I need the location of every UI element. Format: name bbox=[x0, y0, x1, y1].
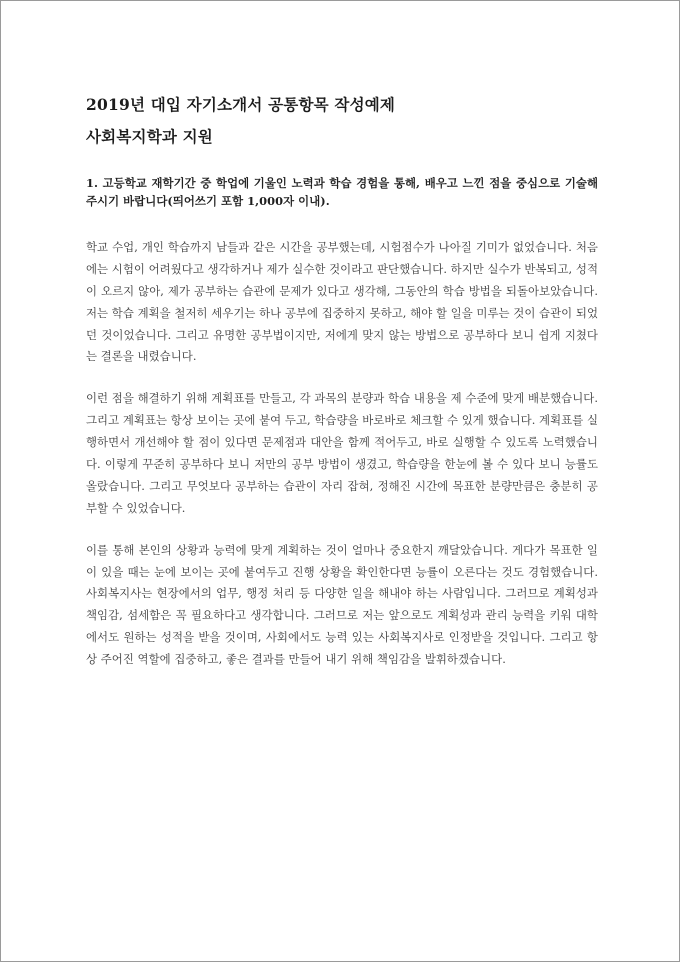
body-paragraph-2: 이런 점을 해결하기 위해 계획표를 만들고, 각 과목의 분량과 학습 내용을 제 수준에 맞게 배분했습니다. 그리고 계획표는 항상 보이는 곳에 붙여 두고, 학습량을 바로바로 체크할 수 있게 했습니다. 계획표를 실행하면서 개선해야 할 점이 있다면 문제점과 대안을 함께 적어두고, 바로 실행할 수 있도록 노력했습니다. 이렇게 꾸준히 공부하다 보니 저만의 공부 방법이 생겼고, 학습량을 한눈에 볼 수 있다 보니 능률도 올랐습니다. 그리고 무엇보다 공부하는 습관이 자리 잡혀, 정해진 시간에 목표한 분량만큼은 충분히 공부할 수 있었습니다. bbox=[86, 391, 598, 515]
document-content-area bbox=[86, 97, 598, 671]
page-title: 2019년 대입 자기소개서 공통항목 작성예제 bbox=[86, 95, 396, 114]
body-paragraph-1: 학교 수업, 개인 학습까지 남들과 같은 시간을 공부했는데, 시험점수가 나아질 기미가 없었습니다. 처음에는 시험이 어려웠다고 생각하거나 제가 실수한 것이라고 판단했습니다. 하지만 실수가 반복되고, 성적이 오르지 않아, 제가 공부하는 습관에 문제가 있다고 생각해, 그동안의 학습 방법을 되돌아보았습니다. 저는 학습 계획을 철저히 세우기는 하나 공부에 집중하지 못하고, 해야 할 일을 미루는 것이 습관이 되었던 것이었습니다. 그리고 유명한 공부법이지만, 저에게 맞지 않는 방법으로 공부하다 보니 쉽게 지쳤다는 결론을 내렸습니다. bbox=[86, 239, 598, 364]
page-subtitle: 사회복지학과 지원 bbox=[86, 126, 213, 146]
question-prompt: 1. 고등학교 재학기간 중 학업에 기울인 노력과 학습 경험을 통해, 배우고 느낀 점을 중심으로 기술해 주시기 바랍니다(띄어쓰기 포함 1,000자 이내). bbox=[86, 176, 598, 209]
body-paragraph-3: 이를 통해 본인의 상황과 능력에 맞게 계획하는 것이 얼마나 중요한지 깨달았습니다. 게다가 목표한 일이 있을 때는 눈에 보이는 곳에 붙여두고 진행 상황을 확인한다면 능률이 오른다는 것도 경험했습니다. 사회복지사는 현장에서의 업무, 행정 처리 등 다양한 일을 해내야 하는 사람입니다. 그러므로 계획성과 책임감, 섬세함은 꼭 필요하다고 생각합니다. 그러므로 저는 앞으로도 계획성과 관리 능력을 키워 대학에서도 원하는 성적을 받을 것이며, 사회에서도 능력 있는 사회복지사로 인정받을 것입니다. 그리고 항상 주어진 역할에 집중하고, 좋은 결과를 만들어 내기 위해 책임감을 발휘하겠습니다. bbox=[86, 542, 598, 667]
